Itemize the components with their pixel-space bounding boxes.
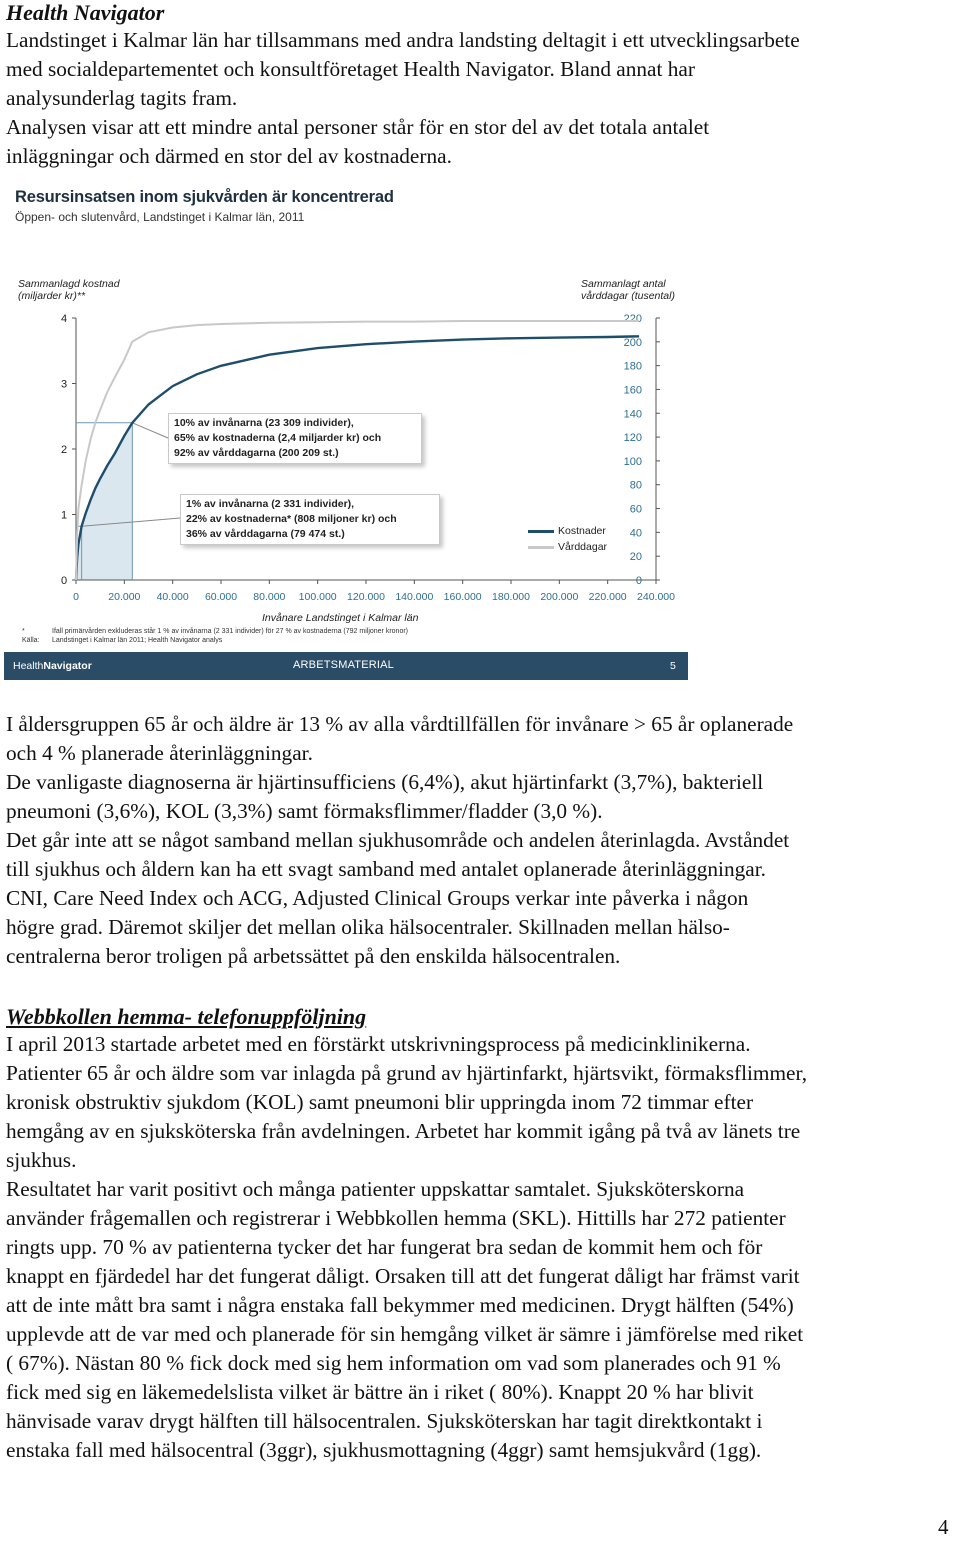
- x-tick-label: 240.000: [637, 591, 675, 603]
- x-tick-label: 80.000: [253, 591, 286, 603]
- logo-text-health: Health: [13, 660, 44, 672]
- chart-title: Resursinsatsen inom sjukvården är koncentrerad: [15, 188, 394, 206]
- diagnosis-paragraph: I åldersgruppen 65 år och äldre är 13 % av alla vårdtillfällen för invånare > 65 år oplanerade och 4 % planerade återinläggningar. De vanligaste diagnoserna är hjärtinsufficiens (6,4%), akut hjärtinfarkt (3,7%), bakteriell pneumoni (3,6%), KOL (3,3%) samt förmaksflimmer/fladder (3,0 %). Det går inte att se något samband mellan sjukhusområde och andelen återinlagda. Avståndet till sjukhus och åldern kan ha ett svagt samband med antalet oplanerade återinläggningar. CNI, Care Need Index och ACG, Adjusted Clinical Groups verkar inte påverka i någon högre grad. Däremot skiljer det mellan olika hälsocentraler. Skillnaden mellan hälso- centralerna beror troligen på arbetssättet på den enskilda hälsocentralen.: [6, 712, 794, 968]
- right-tick-label: 180: [623, 360, 642, 373]
- right-tick-label: 160: [623, 384, 642, 397]
- right-tick-label: 220: [623, 313, 642, 325]
- x-tick-label: 140.000: [395, 591, 434, 603]
- legend-item-kostnader: [528, 523, 607, 539]
- x-tick-label: 100.000: [298, 591, 337, 603]
- right-tick-label: 200: [623, 336, 642, 349]
- figure-footnotes: [22, 627, 408, 645]
- annotation-connector: [132, 423, 168, 438]
- footnote-star: *: [22, 628, 25, 635]
- legend-swatch-varddagar: [528, 546, 554, 549]
- right-tick-label: 120: [623, 432, 642, 445]
- legend-label-kostnader: Kostnader: [558, 525, 606, 537]
- x-tick-label: 180.000: [492, 591, 530, 603]
- left-tick-label: 4: [60, 313, 68, 325]
- x-tick-label: 0: [73, 591, 79, 603]
- chart-subtitle: Öppen- och slutenvård, Landstinget i Kalmar län, 2011: [15, 210, 305, 224]
- figure-footer-bar: [4, 652, 688, 680]
- right-tick-label: 100: [623, 455, 642, 468]
- highlight-area: [76, 423, 132, 580]
- footnote-star-text: Ifall primärvården exkluderas står 1 % av invånarna (2 331 individer) för 27 % av kostnaderna (792 miljoner kronor): [52, 628, 409, 635]
- intro-paragraph: Landstinget i Kalmar län har tillsammans med andra landsting deltagit i ett utvecklingsarbete med socialdepartementet och konsultföretaget Health Navigator. Bland annat har analysunderlag tagits fram. Analysen visar att ett mindre antal personer står för en stor del av det totala antalet inläggningar och därmed en stor del av kostnaderna.: [6, 28, 800, 168]
- x-tick-label: 220.000: [588, 591, 627, 603]
- x-tick-label: 20.000: [108, 591, 141, 603]
- footnote-source-key: Källa:: [22, 637, 40, 644]
- legend-swatch-kostnader: [528, 530, 554, 533]
- legend-label-varddagar: Vårddagar: [558, 541, 608, 553]
- left-axis-title: Sammanlagd kostnad (miljarder kr)**: [18, 278, 120, 302]
- right-tick-label: 140: [623, 408, 642, 421]
- left-tick-label: 1: [60, 509, 68, 522]
- left-tick-label: 2: [60, 444, 68, 456]
- footnote-source-text: Landstinget i Kalmar län 2011; Health Navigator analys: [52, 637, 223, 644]
- left-tick-label: 3: [60, 378, 68, 391]
- right-tick-label: 20: [629, 551, 642, 564]
- health-navigator-logo: [13, 660, 92, 672]
- section-heading-health-navigator: Health Navigator: [6, 0, 165, 25]
- footer-label-arbetsmaterial: ARBETSMATERIAL: [293, 659, 395, 671]
- section-heading-webbkollen: Webbkollen hemma- telefonuppföljning: [6, 1004, 367, 1029]
- annotation-one-percent: 1% av invånarna (2 331 individer), 22% av kostnaderna* (808 miljoner kr) och 36% av vårddagarna (79 474 st.): [180, 494, 440, 545]
- x-tick-label: 200.000: [540, 591, 579, 603]
- right-tick-label: 40: [629, 527, 642, 540]
- figure-page-number: 5: [670, 660, 676, 672]
- right-axis-title: Sammanlagt antal vårddagar (tusental): [581, 278, 675, 302]
- x-tick-label: 60.000: [204, 591, 238, 603]
- webbkollen-paragraph: I april 2013 startade arbetet med en förstärkt utskrivningsprocess på medicinklinikerna. Patienter 65 år och äldre som var inlagda på grund av hjärtinfarkt, hjärtsvikt, förmaksflimmer, kronisk obstruktiv sjukdom (KOL) samt pneumoni blir uppringda inom 72 timmar efter hemgång av en sjuksköterska från avdelningen. Arbetet har kommit igång på två av länets tre sjukhus. Resultatet har varit positivt och många patienter uppskattar samtalet. Sjuksköterskorna använder frågemallen och registrerar i Webbkollen hemma (SKL). Hittills har 272 patienter ringts upp. 70 % av patienterna tycker det har fungerat bra sedan de kommit hem och för knappt en fjärdedel har det fungerat dåligt. Orsaken till att det fungerat dåligt har främst varit att de inte mått bra samt i några enstaka fall bekymmer med medicinen. Drygt hälften (54%) upplevde att de var med och planerade för sin hemgång vilket är sämre i jämförelse med riket ( 67%). Nästan 80 % fick dock med sig hem information om vad som planerades och 91 % fick med sig en läkemedelslista vilket är bättre än i riket ( 80%). Knappt 20 % har blivit hänvisade varav drygt hälften till hälsocentralen. Sjuksköterskan har tagit direktkontakt i enstaka fall med hälsocentral (3ggr), sjukhusmottagning (4ggr) samt hemsjukvård (1gg).: [6, 1032, 808, 1462]
- footnote-source: [22, 636, 408, 645]
- right-tick-label: 60: [629, 503, 642, 516]
- left-tick-label: 0: [60, 575, 68, 587]
- annotation-ten-percent: 10% av invånarna (23 309 individer), 65% av kostnaderna (2,4 miljarder kr) och 92% av vårddagarna (200 209 st.): [168, 413, 422, 464]
- legend-item-varddagar: [528, 539, 607, 555]
- footnote-exclusion: [22, 627, 408, 636]
- x-tick-label: 160.000: [443, 591, 482, 603]
- chart-legend: [528, 523, 607, 555]
- right-tick-label: 0: [635, 575, 642, 587]
- logo-text-navigator: Navigator: [43, 660, 92, 672]
- right-tick-label: 80: [629, 479, 642, 492]
- page-number: 4: [938, 1515, 949, 1539]
- x-tick-label: 120.000: [347, 591, 385, 603]
- x-axis-title: Invånare Landstinget i Kalmar län: [262, 612, 419, 624]
- cost-concentration-figure: [4, 180, 688, 680]
- x-tick-label: 40.000: [156, 591, 189, 603]
